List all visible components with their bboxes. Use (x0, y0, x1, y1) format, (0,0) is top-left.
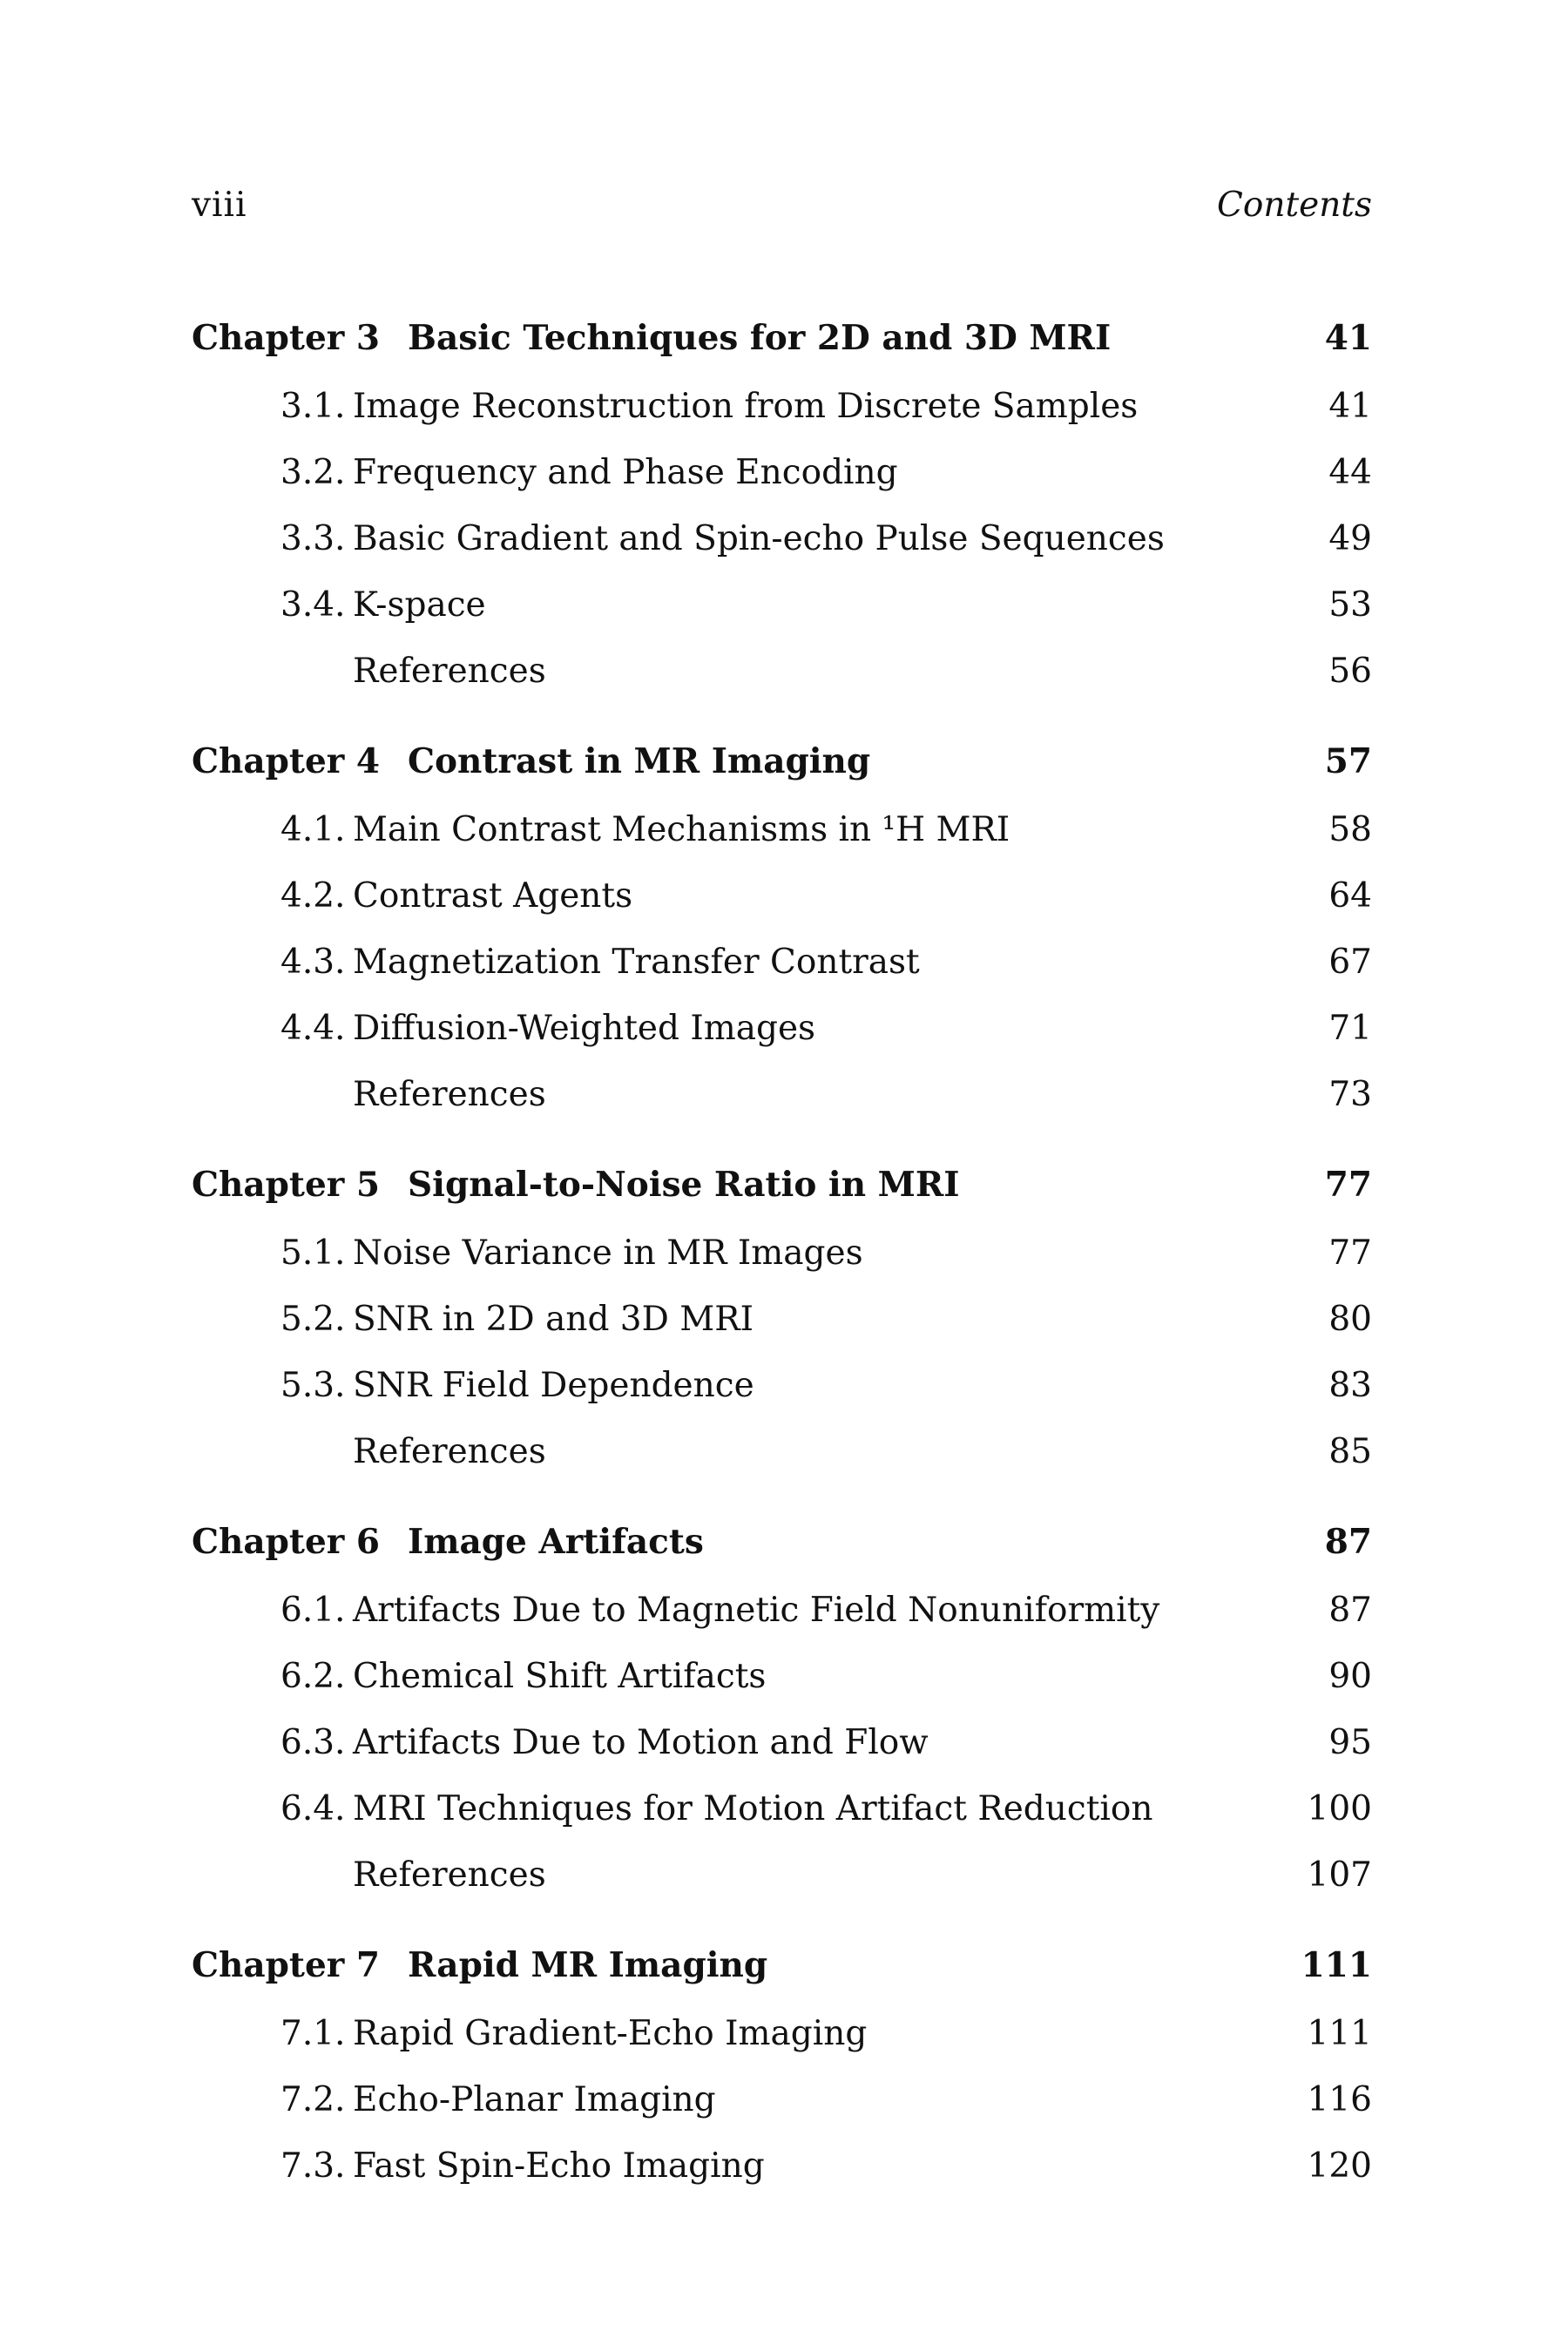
toc-entry[interactable] (192, 506, 1372, 572)
chapter-label: Chapter 4 (192, 741, 381, 781)
section-number: 7.3. (280, 2146, 346, 2186)
section-page: 83 (1328, 1366, 1372, 1405)
table-of-contents (192, 305, 1372, 2223)
toc-entry[interactable] (192, 929, 1372, 996)
section-number: 4.4. (280, 1009, 346, 1048)
chapter-7 (192, 1932, 1372, 2200)
section-page: 90 (1328, 1657, 1372, 1696)
section-page: 58 (1328, 810, 1372, 849)
chapter-page: 77 (1324, 1165, 1372, 1205)
chapter-label: Chapter 3 (192, 318, 381, 358)
chapter-label: Chapter 5 (192, 1165, 381, 1205)
running-title: Contents (1217, 186, 1372, 225)
section-number: 6.1. (280, 1591, 346, 1630)
section-page: 95 (1328, 1723, 1372, 1762)
chapter-6 (192, 1509, 1372, 1909)
section-title: Noise Variance in MR Images (353, 1233, 863, 1273)
section-page: 100 (1307, 1789, 1372, 1828)
section-title: References (353, 1075, 546, 1114)
toc-entry[interactable] (192, 2067, 1372, 2133)
chapter-title: Image Artifacts (408, 1522, 704, 1562)
chapter-page: 111 (1301, 1945, 1372, 1985)
section-number: 5.2. (280, 1300, 346, 1339)
section-number: 4.3. (280, 943, 346, 982)
section-number: 3.2. (280, 453, 346, 492)
section-number: 6.4. (280, 1789, 346, 1828)
section-page: 67 (1328, 943, 1372, 982)
chapter-5 (192, 1152, 1372, 1485)
section-title: Echo-Planar Imaging (353, 2080, 716, 2119)
section-title: Artifacts Due to Magnetic Field Nonuniformity (353, 1591, 1160, 1630)
section-page: 111 (1307, 2014, 1372, 2053)
page-folio: viii (192, 186, 247, 225)
toc-entry[interactable] (192, 1353, 1372, 1419)
chapter-page: 57 (1324, 741, 1372, 781)
section-title: Basic Gradient and Spin-echo Pulse Sequences (353, 519, 1165, 558)
section-title: Magnetization Transfer Contrast (353, 943, 920, 982)
section-page: 77 (1328, 1233, 1372, 1273)
section-number: 3.4. (280, 585, 346, 625)
chapter-4 (192, 728, 1372, 1128)
section-number: 4.2. (280, 876, 346, 916)
section-number: 5.1. (280, 1233, 346, 1273)
section-page: 116 (1307, 2080, 1372, 2119)
section-number: 3.3. (280, 519, 346, 558)
toc-entry[interactable] (192, 2001, 1372, 2067)
chapter-title: Basic Techniques for 2D and 3D MRI (408, 318, 1112, 358)
section-page: 41 (1328, 387, 1372, 426)
chapter-heading[interactable] (192, 1152, 1372, 1220)
running-head (192, 181, 1372, 230)
chapter-heading[interactable] (192, 1509, 1372, 1578)
section-title: Diffusion-Weighted Images (353, 1009, 816, 1048)
section-title: Artifacts Due to Motion and Flow (353, 1723, 929, 1762)
section-page: 49 (1328, 519, 1372, 558)
toc-entry[interactable] (192, 374, 1372, 440)
section-title: SNR in 2D and 3D MRI (353, 1300, 754, 1339)
section-number: 4.1. (280, 810, 346, 849)
chapter-title: Rapid MR Imaging (408, 1945, 768, 1985)
section-page: 71 (1328, 1009, 1372, 1048)
section-title: Fast Spin-Echo Imaging (353, 2146, 765, 2186)
chapter-page: 87 (1324, 1522, 1372, 1562)
section-page: 87 (1328, 1591, 1372, 1630)
toc-entry-references[interactable] (192, 639, 1372, 705)
toc-entry[interactable] (192, 797, 1372, 863)
section-page: 80 (1328, 1300, 1372, 1339)
toc-entry[interactable] (192, 1644, 1372, 1710)
chapter-label: Chapter 6 (192, 1522, 381, 1562)
section-title: Chemical Shift Artifacts (353, 1657, 767, 1696)
toc-entry[interactable] (192, 572, 1372, 639)
toc-entry[interactable] (192, 996, 1372, 1062)
chapter-title: Contrast in MR Imaging (408, 741, 871, 781)
section-title: Image Reconstruction from Discrete Samples (353, 387, 1139, 426)
section-title: MRI Techniques for Motion Artifact Reduction (353, 1789, 1153, 1828)
section-number: 3.1. (280, 387, 346, 426)
toc-entry[interactable] (192, 1776, 1372, 1842)
toc-entry-references[interactable] (192, 1062, 1372, 1128)
section-title: SNR Field Dependence (353, 1366, 754, 1405)
section-title: Rapid Gradient-Echo Imaging (353, 2014, 868, 2053)
chapter-page: 41 (1324, 318, 1372, 358)
section-page: 56 (1328, 652, 1372, 691)
chapter-heading[interactable] (192, 728, 1372, 797)
section-number: 6.3. (280, 1723, 346, 1762)
section-page: 73 (1328, 1075, 1372, 1114)
section-number: 6.2. (280, 1657, 346, 1696)
section-page: 107 (1307, 1855, 1372, 1895)
toc-entry[interactable] (192, 2133, 1372, 2200)
section-title: K-space (353, 585, 486, 625)
chapter-label: Chapter 7 (192, 1945, 381, 1985)
section-title: References (353, 1432, 546, 1471)
section-number: 7.1. (280, 2014, 346, 2053)
section-page: 64 (1328, 876, 1372, 916)
toc-entry[interactable] (192, 440, 1372, 506)
toc-entry[interactable] (192, 1578, 1372, 1644)
chapter-heading[interactable] (192, 1932, 1372, 2001)
section-number: 5.3. (280, 1366, 346, 1405)
toc-entry-references[interactable] (192, 1419, 1372, 1485)
section-title: Frequency and Phase Encoding (353, 453, 898, 492)
chapter-title: Signal-to-Noise Ratio in MRI (408, 1165, 960, 1205)
chapter-heading[interactable] (192, 305, 1372, 374)
section-page: 120 (1307, 2146, 1372, 2186)
section-title: References (353, 1855, 546, 1895)
section-title: References (353, 652, 546, 691)
section-number: 7.2. (280, 2080, 346, 2119)
section-page: 53 (1328, 585, 1372, 625)
toc-entry-references[interactable] (192, 1842, 1372, 1909)
section-page: 44 (1328, 453, 1372, 492)
toc-entry[interactable] (192, 863, 1372, 929)
toc-entry[interactable] (192, 1710, 1372, 1776)
chapter-3 (192, 305, 1372, 705)
toc-entry[interactable] (192, 1287, 1372, 1353)
toc-entry[interactable] (192, 1220, 1372, 1287)
section-title: Main Contrast Mechanisms in ¹H MRI (353, 810, 1010, 849)
section-title: Contrast Agents (353, 876, 633, 916)
section-page: 85 (1328, 1432, 1372, 1471)
